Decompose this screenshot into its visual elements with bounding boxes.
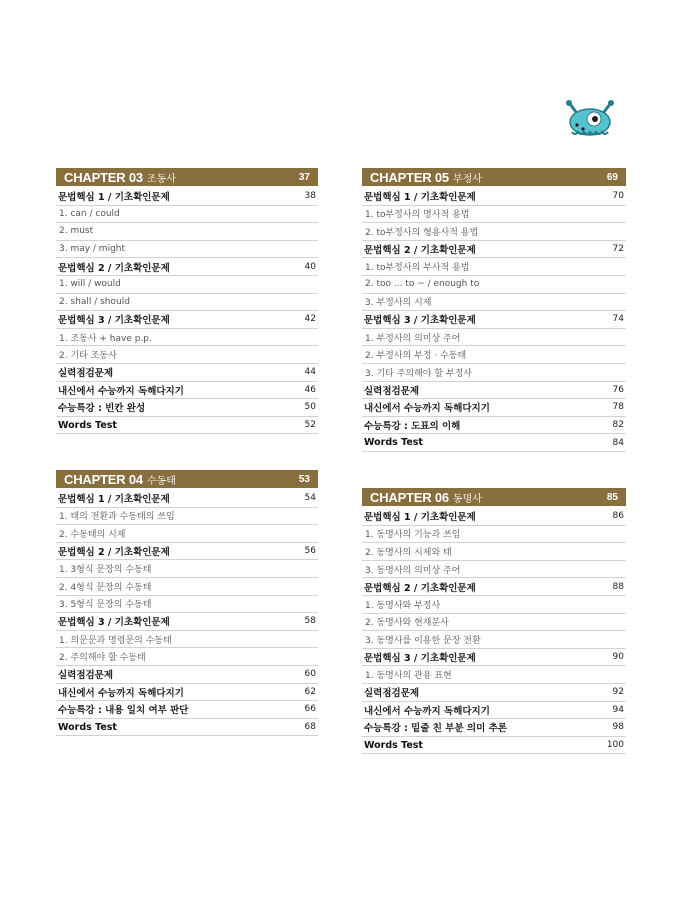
toc-entry-label: 1. 동명사와 부정사 xyxy=(365,600,441,611)
toc-entry-label: 수능특강 : 빈칸 완성 xyxy=(58,403,146,415)
toc-entry-label: 수능특강 : 내용 일치 여부 판단 xyxy=(58,705,189,717)
chapter-04 xyxy=(56,470,318,736)
toc-page-number: 58 xyxy=(304,616,316,627)
toc-subtopic-row[interactable] xyxy=(362,596,626,614)
chapter-page: 37 xyxy=(298,171,310,183)
toc-section-row[interactable] xyxy=(362,578,626,596)
toc-page-number: 86 xyxy=(612,511,624,522)
chapter-name: 수동태 xyxy=(146,475,176,487)
chapter-label: CHAPTER 04 xyxy=(64,471,143,487)
toc-section-row[interactable] xyxy=(56,399,318,417)
toc-page-number: 70 xyxy=(612,191,624,202)
toc-section-row[interactable] xyxy=(56,188,318,206)
toc-entry-label: 3. 부정사의 시제 xyxy=(365,298,432,309)
toc-subtopic-row[interactable] xyxy=(362,364,626,382)
toc-page-number: 100 xyxy=(606,740,624,751)
toc-section-row[interactable] xyxy=(362,241,626,259)
toc-section-row[interactable] xyxy=(56,382,318,400)
toc-entry-label: 문법핵심 2 / 기초확인문제 xyxy=(364,245,476,257)
toc-section-row[interactable] xyxy=(362,508,626,526)
toc-subtopic-row[interactable] xyxy=(362,614,626,632)
chapter-header[interactable] xyxy=(362,488,626,506)
chapter-rows xyxy=(56,188,318,434)
toc-page-number: 76 xyxy=(612,384,624,395)
toc-entry-label: 문법핵심 1 / 기초확인문제 xyxy=(58,192,170,204)
toc-subtopic-row[interactable] xyxy=(56,294,318,312)
toc-section-row[interactable] xyxy=(56,543,318,561)
toc-entry-label: 1. to부정사의 부사적 용법 xyxy=(365,263,470,274)
toc-subtopic-row[interactable] xyxy=(56,525,318,543)
toc-section-row[interactable] xyxy=(56,258,318,276)
toc-subtopic-row[interactable] xyxy=(362,543,626,561)
toc-section-row[interactable] xyxy=(362,649,626,667)
toc-section-row[interactable] xyxy=(362,417,626,435)
toc-entry-label: 수능특강 : 도표의 이해 xyxy=(364,421,461,433)
toc-page-number: 72 xyxy=(612,244,624,255)
toc-subtopic-row[interactable] xyxy=(56,631,318,649)
toc-page-number: 62 xyxy=(304,686,316,697)
chapter-05 xyxy=(362,168,626,452)
chapter-page: 69 xyxy=(606,171,618,183)
toc-section-row[interactable] xyxy=(56,613,318,631)
toc-subtopic-row[interactable] xyxy=(56,578,318,596)
chapter-name: 동명사 xyxy=(452,493,482,505)
toc-page-number: 92 xyxy=(612,687,624,698)
toc-entry-label: 3. 5형식 문장의 수동태 xyxy=(59,600,152,611)
toc-entry-label: 2. 주의해야 할 수동태 xyxy=(59,653,146,664)
toc-page-number: 94 xyxy=(612,704,624,715)
toc-subtopic-row[interactable] xyxy=(56,241,318,259)
toc-section-row[interactable] xyxy=(56,490,318,508)
chapter-header[interactable] xyxy=(56,470,318,488)
toc-subtopic-row[interactable] xyxy=(56,596,318,614)
toc-page-number: 84 xyxy=(612,437,624,448)
toc-page-number: 98 xyxy=(612,722,624,733)
toc-section-row[interactable] xyxy=(362,311,626,329)
toc-entry-label: 1. 조동사 + have p.p. xyxy=(59,333,152,344)
toc-section-row[interactable] xyxy=(56,311,318,329)
toc-subtopic-row[interactable] xyxy=(56,508,318,526)
toc-subtopic-row[interactable] xyxy=(56,329,318,347)
mascot-icon xyxy=(564,96,618,138)
toc-page-number: 68 xyxy=(304,722,316,733)
toc-entry-label: 2. 동명사의 시제와 태 xyxy=(365,547,452,558)
toc-subtopic-row[interactable] xyxy=(362,329,626,347)
chapter-rows xyxy=(362,508,626,754)
toc-entry-label: 2. 부정사의 부정 · 수동태 xyxy=(365,351,467,362)
toc-section-row[interactable] xyxy=(56,684,318,702)
toc-entry-label: 2. 기타 조동사 xyxy=(59,351,117,362)
toc-entry-label: Words Test xyxy=(58,721,117,733)
toc-entry-label: 1. 3형식 문장의 수동태 xyxy=(59,565,152,576)
toc-entry-label: 실력점검문제 xyxy=(58,670,114,682)
toc-subtopic-row[interactable] xyxy=(362,276,626,294)
toc-entry-label: 1. 부정사의 의미상 주어 xyxy=(365,333,461,344)
toc-section-row[interactable] xyxy=(56,719,318,737)
toc-entry-label: 1. 동명사의 기능과 쓰임 xyxy=(365,530,461,541)
toc-entry-label: 문법핵심 3 / 기초확인문제 xyxy=(364,315,476,327)
toc-entry-label: 문법핵심 3 / 기초확인문제 xyxy=(58,617,170,629)
toc-subtopic-row[interactable] xyxy=(362,561,626,579)
toc-entry-label: 문법핵심 1 / 기초확인문제 xyxy=(364,512,476,524)
toc-entry-label: 2. to부정사의 형용사적 용법 xyxy=(365,227,479,238)
toc-entry-label: 1. 동명사의 관용 표현 xyxy=(365,671,452,682)
toc-entry-label: 1. to부정사의 명사적 용법 xyxy=(365,210,470,221)
toc-page-number: 46 xyxy=(304,384,316,395)
chapter-label: CHAPTER 06 xyxy=(370,489,449,505)
toc-page-number: 52 xyxy=(304,420,316,431)
toc-subtopic-row[interactable] xyxy=(56,560,318,578)
chapter-page: 85 xyxy=(606,491,618,503)
toc-subtopic-row[interactable] xyxy=(56,276,318,294)
toc-subtopic-row[interactable] xyxy=(362,346,626,364)
chapter-rows xyxy=(56,490,318,736)
toc-page-number: 38 xyxy=(304,191,316,202)
toc-page-number: 66 xyxy=(304,704,316,715)
toc-entry-label: Words Test xyxy=(364,437,423,449)
toc-entry-label: 내신에서 수능까지 독해다지기 xyxy=(364,705,490,717)
toc-entry-label: 1. can / could xyxy=(59,208,120,219)
toc-page-number: 88 xyxy=(612,581,624,592)
chapter-label: CHAPTER 05 xyxy=(370,169,449,185)
chapter-06 xyxy=(362,488,626,754)
toc-entry-label: 3. 동명사의 의미상 주어 xyxy=(365,565,461,576)
chapter-header[interactable] xyxy=(56,168,318,186)
toc-section-row[interactable] xyxy=(362,737,626,755)
toc-entry-label: 3. 기타 주의해야 할 부정사 xyxy=(365,368,472,379)
toc-entry-label: 내신에서 수능까지 독해다지기 xyxy=(58,385,184,397)
toc-section-row[interactable] xyxy=(362,382,626,400)
toc-page-number: 60 xyxy=(304,669,316,680)
chapter-name: 조동사 xyxy=(146,173,176,185)
toc-page-number: 74 xyxy=(612,314,624,325)
chapter-label: CHAPTER 03 xyxy=(64,169,143,185)
toc-entry-label: 3. 동명사를 이용한 문장 전환 xyxy=(365,635,481,646)
toc-entry-label: 2. shall / should xyxy=(59,296,130,307)
toc-section-row[interactable] xyxy=(56,666,318,684)
toc-page-number: 82 xyxy=(612,420,624,431)
toc-subtopic-row[interactable] xyxy=(362,666,626,684)
chapter-rows xyxy=(362,188,626,452)
chapter-header[interactable] xyxy=(362,168,626,186)
toc-entry-label: 2. must xyxy=(59,226,94,237)
toc-entry-label: 1. will / would xyxy=(59,279,121,290)
toc-entry-label: 실력점검문제 xyxy=(58,368,114,380)
toc-page-number: 56 xyxy=(304,546,316,557)
toc-entry-label: Words Test xyxy=(364,739,423,751)
toc-subtopic-row[interactable] xyxy=(56,648,318,666)
toc-subtopic-row[interactable] xyxy=(362,631,626,649)
toc-entry-label: 실력점검문제 xyxy=(364,385,420,397)
toc-entry-label: 수능특강 : 밑줄 친 부분 의미 추론 xyxy=(364,723,507,735)
toc-entry-label: 1. 의문문과 명령문의 수동태 xyxy=(59,635,172,646)
toc-entry-label: 문법핵심 3 / 기초확인문제 xyxy=(364,653,476,665)
toc-entry-label: 1. 태의 전환과 수동태의 쓰임 xyxy=(59,512,175,523)
toc-section-row[interactable] xyxy=(56,701,318,719)
toc-entry-label: 문법핵심 2 / 기초확인문제 xyxy=(58,547,170,559)
toc-entry-label: 2. 4형식 문장의 수동태 xyxy=(59,582,152,593)
toc-subtopic-row[interactable] xyxy=(362,223,626,241)
toc-entry-label: 문법핵심 2 / 기초확인문제 xyxy=(364,582,476,594)
toc-section-row[interactable] xyxy=(56,417,318,435)
toc-page-number: 40 xyxy=(304,261,316,272)
toc-subtopic-row[interactable] xyxy=(362,206,626,224)
toc-subtopic-row[interactable] xyxy=(362,526,626,544)
toc-section-row[interactable] xyxy=(362,188,626,206)
toc-subtopic-row[interactable] xyxy=(56,223,318,241)
toc-entry-label: 문법핵심 1 / 기초확인문제 xyxy=(58,494,170,506)
toc-entry-label: 실력점검문제 xyxy=(364,688,420,700)
toc-page-number: 44 xyxy=(304,367,316,378)
toc-entry-label: 내신에서 수능까지 독해다지기 xyxy=(58,687,184,699)
toc-entry-label: 문법핵심 1 / 기초확인문제 xyxy=(364,192,476,204)
toc-page-number: 42 xyxy=(304,314,316,325)
toc-entry-label: 2. 수동태의 시제 xyxy=(59,529,126,540)
chapter-name: 부정사 xyxy=(452,173,482,185)
toc-subtopic-row[interactable] xyxy=(362,294,626,312)
toc-entry-label: 2. too ... to ~ / enough to xyxy=(365,279,480,290)
toc-subtopic-row[interactable] xyxy=(362,258,626,276)
toc-entry-label: 3. may / might xyxy=(59,244,126,255)
toc-entry-label: 문법핵심 2 / 기초확인문제 xyxy=(58,262,170,274)
toc-page-number: 50 xyxy=(304,402,316,413)
toc-page-number: 78 xyxy=(612,402,624,413)
toc-entry-label: 내신에서 수능까지 독해다지기 xyxy=(364,403,490,415)
toc-subtopic-row[interactable] xyxy=(56,346,318,364)
toc-entry-label: 2. 동명사와 현재분사 xyxy=(365,618,449,629)
toc-entry-label: 문법핵심 3 / 기초확인문제 xyxy=(58,315,170,327)
toc-section-row[interactable] xyxy=(362,719,626,737)
toc-section-row[interactable] xyxy=(362,702,626,720)
toc-entry-label: Words Test xyxy=(58,419,117,431)
toc-section-row[interactable] xyxy=(362,399,626,417)
toc-section-row[interactable] xyxy=(56,364,318,382)
toc-section-row[interactable] xyxy=(362,434,626,452)
toc-page-number: 90 xyxy=(612,652,624,663)
toc-subtopic-row[interactable] xyxy=(56,206,318,224)
toc-page-number: 54 xyxy=(304,493,316,504)
chapter-03 xyxy=(56,168,318,434)
chapter-page: 53 xyxy=(298,473,310,485)
toc-section-row[interactable] xyxy=(362,684,626,702)
